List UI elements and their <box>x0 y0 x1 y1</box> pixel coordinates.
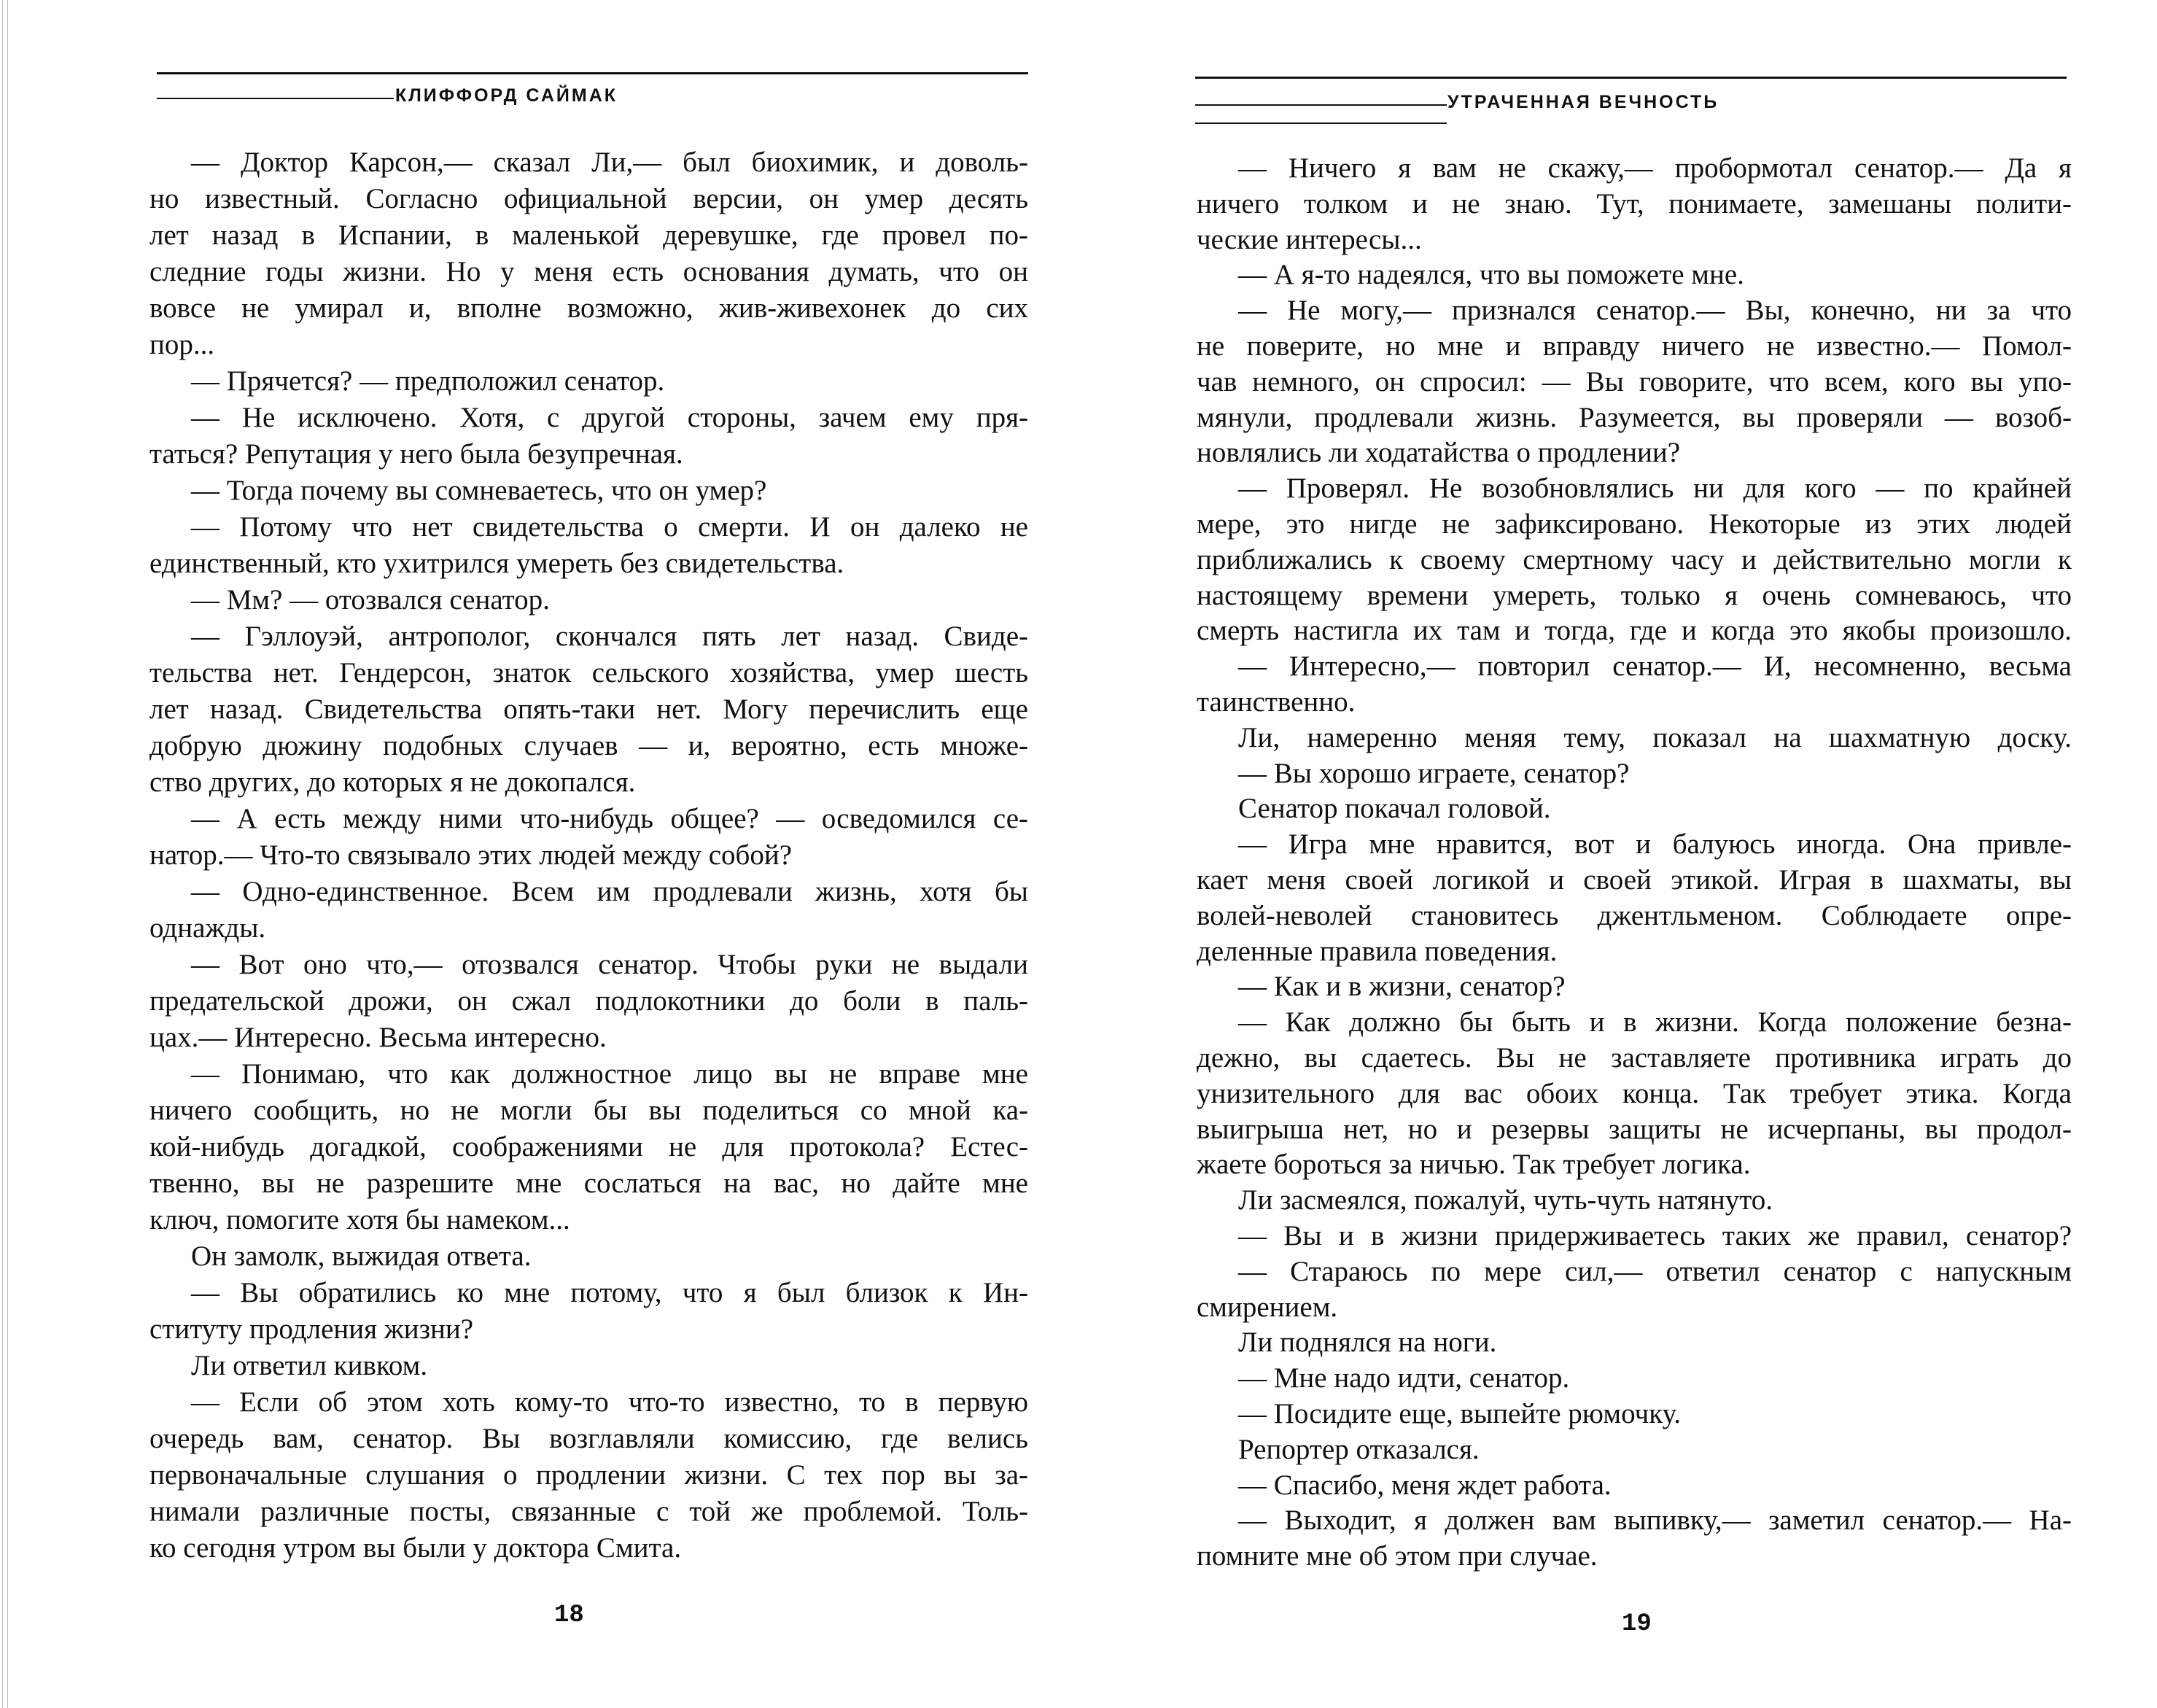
text-line: Сенатор покачал головой. <box>1238 793 1551 825</box>
text-line: Репортер отказался. <box>1238 1433 1480 1465</box>
text-line: унизительного для вас обоих конца. Так требует этика. Когда <box>1197 1077 2072 1109</box>
text-line: — Посидите еще, выпейте рюмочку. <box>1238 1398 1681 1429</box>
text-line: — Не исключено. Хотя, с другой стороны, зачем ему пря- <box>191 402 1028 433</box>
text-line: выигрыша нет, но и резервы защиты не исчерпаны, вы продол- <box>1197 1113 2072 1145</box>
text-line: лет назад в Испании, в маленькой деревушке, где провел по- <box>149 220 1028 251</box>
text-line: ческие интересы... <box>1197 223 1422 255</box>
text-line: — Как и в жизни, сенатор? <box>1238 971 1566 1003</box>
text-line: — Вы и в жизни придерживаетесь таких же правил, сенатор? <box>1238 1220 2072 1251</box>
text-line: — Понимаю, что как должностное лицо вы не вправе мне <box>191 1058 1028 1090</box>
running-head-author: КЛИФФОРД САЙМАК <box>395 85 618 106</box>
text-line: — Интересно,— повторил сенатор.— И, несомненно, весьма <box>1238 651 2072 683</box>
text-line: твенно, вы не разрешите мне сослаться на вас, но дайте мне <box>149 1168 1028 1199</box>
text-line: чав немного, он спросил: — Вы говорите, что всем, кого вы упо- <box>1197 365 2072 397</box>
text-line: — Гэллоуэй, антрополог, скончался пять лет назад. Свиде- <box>191 621 1028 652</box>
text-line: — Если об этом хоть кому-то что-то известно, то в первую <box>191 1386 1028 1418</box>
text-line: — Одно-единственное. Всем им продлевали жизнь, хотя бы <box>191 876 1028 907</box>
text-line: тельства нет. Гендерсон, знаток сельского хозяйства, умер шесть <box>149 657 1028 688</box>
text-line: нимали различные посты, связанные с той же проблемой. Толь- <box>149 1496 1028 1527</box>
text-line: ституту продления жизни? <box>149 1313 474 1345</box>
text-line: добрую дюжину подобных случаев — и, вероятно, есть множе- <box>149 730 1028 761</box>
text-line: — Вы хорошо играете, сенатор? <box>1238 757 1630 789</box>
header-rule <box>1195 77 2067 79</box>
text-line: кает меня своей логикой и своей этикой. Играя в шахматы, вы <box>1197 864 2072 896</box>
text-line: кой-нибудь догадкой, соображениями не для протокола? Естес- <box>149 1131 1028 1162</box>
text-line: — Проверял. Не возобновлялись ни для кого — по крайней <box>1238 473 2072 505</box>
header-rule <box>157 72 1028 74</box>
text-line: — Доктор Карсон,— сказал Ли,— был биохимик, и доволь- <box>191 147 1028 178</box>
text-line: новлялись ли ходатайства о продлении? <box>1197 437 1681 469</box>
page-number: 18 <box>554 1602 584 1629</box>
text-line: — Не могу,— признался сенатор.— Вы, конечно, ни за что <box>1238 295 2072 327</box>
text-line: таинственно. <box>1197 686 1356 718</box>
text-line: жаете бороться за ничью. Так требует логика. <box>1197 1149 1751 1181</box>
page-right <box>1078 0 2157 1708</box>
page-number: 19 <box>1622 1610 1652 1638</box>
text-line: Ли ответил кивком. <box>191 1350 428 1381</box>
text-line: — А есть между ними что-нибудь общее? — осведомился се- <box>191 803 1028 834</box>
text-line: ничего толком и не знаю. Тут, понимаете, замешаны полити- <box>1197 187 2072 220</box>
text-line: смирением. <box>1197 1291 1338 1323</box>
text-line: деленные правила поведения. <box>1197 935 1558 967</box>
header-rule-under <box>1195 123 1447 124</box>
text-line: — Как должно бы быть и в жизни. Когда положение безна- <box>1238 1006 2072 1039</box>
text-line: но известный. Согласно официальной версии, он умер десять <box>149 183 1028 214</box>
text-line: очередь вам, сенатор. Вы возглавляли комиссию, где велись <box>149 1423 1028 1454</box>
text-line: первоначальные слушания о продлении жизни. С тех пор вы за- <box>149 1459 1028 1491</box>
text-line: единственный, кто ухитрился умереть без свидетельства. <box>149 548 844 579</box>
text-line: — Выходит, я должен вам выпивку,— заметил сенатор.— На- <box>1238 1505 2072 1537</box>
header-rule-short <box>157 98 394 99</box>
text-line: — Вы обратились ко мне потому, что я был близок к Ин- <box>191 1277 1028 1308</box>
text-line: Ли поднялся на ноги. <box>1238 1327 1497 1359</box>
text-line: — Мм? — отозвался сенатор. <box>191 584 550 616</box>
text-line: таться? Репутация у него была безупречная. <box>149 438 683 470</box>
text-line: мянули, продлевали жизнь. Разумеется, вы проверяли — возоб- <box>1197 401 2072 433</box>
text-line: цах.— Интересно. Весьма интересно. <box>149 1022 607 1053</box>
text-line: — Ничего я вам не скажу,— пробормотал сенатор.— Да я <box>1238 152 2072 184</box>
text-line: вовсе не умирал и, вполне возможно, жив-живехонек до сих <box>149 292 1028 324</box>
text-line: лет назад. Свидетельства опять-таки нет. Могу перечислить еще <box>149 694 1028 725</box>
text-line: — Игра мне нравится, вот и балуюсь иногда. Она привле- <box>1238 828 2072 861</box>
text-line: ство других, до которых я не докопался. <box>149 766 636 798</box>
text-line: волей-неволей становитесь джентльменом. Соблюдаете опре- <box>1197 899 2072 931</box>
text-line: — А я-то надеялся, что вы поможете мне. <box>1238 259 1744 291</box>
text-line: ничего сообщить, но не могли бы вы поделиться со мной ка- <box>149 1095 1028 1126</box>
text-line: помните мне об этом при случае. <box>1197 1540 1598 1572</box>
text-line: натор.— Что-то связывало этих людей между собой? <box>149 839 793 871</box>
text-line: — Мне надо идти, сенатор. <box>1238 1362 1570 1394</box>
text-line: — Стараюсь по мере сил,— ответил сенатор с напускным <box>1238 1255 2072 1287</box>
page-left <box>0 0 1078 1708</box>
running-head-title: УТРАЧЕННАЯ ВЕЧНОСТЬ <box>1447 92 1719 112</box>
text-line: — Спасибо, меня ждет работа. <box>1238 1469 1612 1501</box>
text-line: — Прячется? — предположил сенатор. <box>191 365 665 397</box>
text-line: — Тогда почему вы сомневаетесь, что он умер? <box>191 475 767 506</box>
text-line: не поверите, но мне и вправду ничего не известно.— Помол- <box>1197 330 2072 362</box>
text-line: Он замолк, выжидая ответа. <box>191 1241 532 1272</box>
text-line: настоящему времени умереть, только я очень сомневаюсь, что <box>1197 579 2072 611</box>
text-line: мере, это нигде не зафиксировано. Некоторые из этих людей <box>1197 508 2072 540</box>
text-line: Ли, намеренно меняя тему, показал на шахматную доску. <box>1238 721 2072 753</box>
text-line: предательской дрожи, он сжал подлокотники до боли в паль- <box>149 985 1028 1017</box>
text-line: приближались к своему смертному часу и действительно могли к <box>1197 543 2072 575</box>
text-line: ключ, помогите хотя бы намеком... <box>149 1204 570 1235</box>
text-line: — Потому что нет свидетельства о смерти. И он далеко не <box>191 511 1028 543</box>
header-rule-short <box>1195 104 1447 106</box>
text-line: дежно, вы сдаетесь. Вы не заставляете противника играть до <box>1197 1042 2072 1074</box>
text-line: однажды. <box>149 912 266 944</box>
text-line: следние годы жизни. Но у меня есть основания думать, что он <box>149 256 1028 287</box>
text-line: Ли засмеялся, пожалуй, чуть-чуть натянуто. <box>1238 1184 1773 1216</box>
text-line: ко сегодня утром вы были у доктора Смита. <box>149 1532 682 1564</box>
text-line: пор... <box>149 329 215 360</box>
text-line: — Вот оно что,— отозвался сенатор. Чтобы руки не выдали <box>191 949 1028 980</box>
text-line: смерть настигла их там и тогда, где и когда это якобы произошло. <box>1197 615 2072 647</box>
